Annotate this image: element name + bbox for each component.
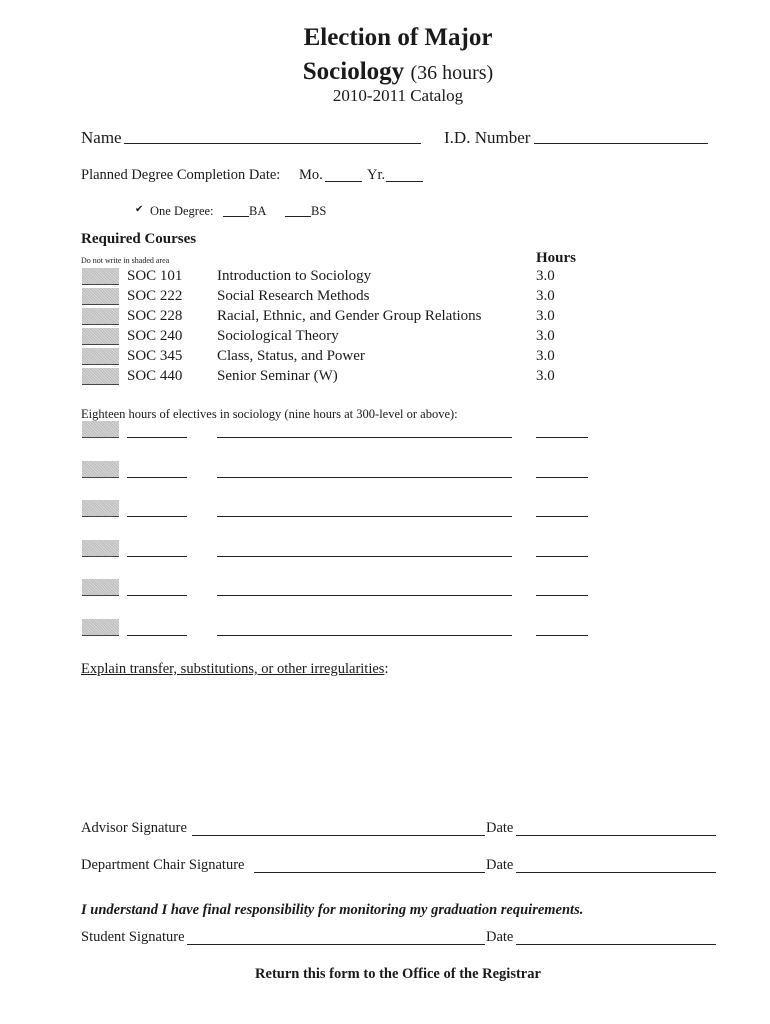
elective-course-field[interactable] bbox=[127, 556, 187, 557]
shaded-area bbox=[82, 540, 119, 557]
advisor-date-label: Date bbox=[486, 820, 514, 836]
elective-title-field[interactable] bbox=[217, 437, 512, 438]
elective-course-field[interactable] bbox=[127, 437, 187, 438]
year-field[interactable] bbox=[386, 181, 423, 182]
course-title: Class, Status, and Power bbox=[217, 348, 365, 364]
course-code: SOC 240 bbox=[127, 328, 183, 344]
shaded-area bbox=[82, 500, 119, 517]
course-title: Introduction to Sociology bbox=[217, 268, 372, 284]
shaded-area bbox=[82, 579, 119, 596]
electives-label: Eighteen hours of electives in sociology (nine hours at 300-level or above): bbox=[81, 407, 458, 421]
course-code: SOC 440 bbox=[127, 368, 183, 384]
responsibility-statement: I understand I have final responsibility for monitoring my graduation requirements. bbox=[81, 902, 584, 918]
major-title bbox=[0, 58, 770, 86]
shaded-area bbox=[82, 461, 119, 478]
shaded-area bbox=[82, 368, 119, 385]
course-code: SOC 345 bbox=[127, 348, 183, 364]
year-label: Yr. bbox=[367, 167, 386, 183]
course-title: Sociological Theory bbox=[217, 328, 339, 344]
completion-date-label: Planned Degree Completion Date: bbox=[81, 167, 281, 183]
return-instructions: Return this form to the Office of the Registrar bbox=[255, 966, 541, 982]
elective-hours-field[interactable] bbox=[536, 595, 588, 596]
course-title: Senior Seminar (W) bbox=[217, 368, 338, 384]
month-label: Mo. bbox=[299, 167, 323, 183]
shaded-area bbox=[82, 268, 119, 285]
month-field[interactable] bbox=[325, 181, 362, 182]
course-title: Racial, Ethnic, and Gender Group Relations bbox=[217, 308, 482, 324]
course-hours: 3.0 bbox=[536, 268, 555, 284]
elective-title-field[interactable] bbox=[217, 635, 512, 636]
shaded-area bbox=[82, 288, 119, 305]
name-label: Name bbox=[81, 128, 122, 147]
irregularities-area[interactable] bbox=[81, 690, 721, 810]
chair-signature-label: Department Chair Signature bbox=[81, 857, 245, 873]
student-signature-label: Student Signature bbox=[81, 929, 185, 945]
advisor-signature-label: Advisor Signature bbox=[81, 820, 187, 836]
irregularities-text: Explain transfer, substitutions, or other irregularities bbox=[81, 661, 385, 677]
elective-course-field[interactable] bbox=[127, 595, 187, 596]
shaded-area bbox=[82, 348, 119, 365]
ba-label: BA bbox=[249, 204, 267, 218]
advisor-signature-field[interactable] bbox=[192, 835, 485, 836]
shaded-area bbox=[82, 421, 119, 438]
student-signature-field[interactable] bbox=[187, 944, 485, 945]
elective-title-field[interactable] bbox=[217, 516, 512, 517]
elective-hours-field[interactable] bbox=[536, 477, 588, 478]
elective-hours-field[interactable] bbox=[536, 556, 588, 557]
elective-course-field[interactable] bbox=[127, 516, 187, 517]
id-number-label: I.D. Number bbox=[444, 128, 531, 147]
course-hours: 3.0 bbox=[536, 348, 555, 364]
major-hours: (36 hours) bbox=[410, 62, 494, 84]
form-title: Election of Major bbox=[303, 24, 493, 51]
irregularities-label bbox=[81, 661, 388, 678]
course-hours: 3.0 bbox=[536, 308, 555, 324]
elective-title-field[interactable] bbox=[217, 556, 512, 557]
ba-field[interactable] bbox=[223, 216, 249, 217]
course-hours: 3.0 bbox=[536, 328, 555, 344]
catalog-year: 2010-2011 Catalog bbox=[332, 86, 464, 105]
elective-title-field[interactable] bbox=[217, 477, 512, 478]
student-date-label: Date bbox=[486, 929, 514, 945]
required-courses-heading: Required Courses bbox=[81, 231, 197, 247]
elective-title-field[interactable] bbox=[217, 595, 512, 596]
irregularities-colon: : bbox=[384, 661, 389, 677]
id-number-field[interactable] bbox=[534, 143, 708, 144]
shaded-area bbox=[82, 308, 119, 325]
course-code: SOC 222 bbox=[127, 288, 183, 304]
shaded-area bbox=[82, 619, 119, 636]
elective-hours-field[interactable] bbox=[536, 635, 588, 636]
bs-field[interactable] bbox=[285, 216, 311, 217]
shaded-area bbox=[82, 328, 119, 345]
hours-header: Hours bbox=[536, 250, 577, 266]
elective-course-field[interactable] bbox=[127, 635, 187, 636]
chair-date-field[interactable] bbox=[516, 872, 716, 873]
course-code: SOC 101 bbox=[127, 268, 183, 284]
advisor-date-field[interactable] bbox=[516, 835, 716, 836]
major-name: Sociology bbox=[302, 58, 405, 85]
course-hours: 3.0 bbox=[536, 288, 555, 304]
elective-hours-field[interactable] bbox=[536, 437, 588, 438]
course-hours: 3.0 bbox=[536, 368, 555, 384]
chair-signature-field[interactable] bbox=[254, 872, 485, 873]
bs-label: BS bbox=[311, 204, 327, 218]
checkmark-icon: ✔ bbox=[135, 204, 144, 215]
course-code: SOC 228 bbox=[127, 308, 183, 324]
elective-hours-field[interactable] bbox=[536, 516, 588, 517]
name-field[interactable] bbox=[124, 143, 421, 144]
one-degree-label: One Degree: bbox=[150, 204, 214, 218]
elective-course-field[interactable] bbox=[127, 477, 187, 478]
chair-date-label: Date bbox=[486, 857, 514, 873]
course-title: Social Research Methods bbox=[217, 288, 370, 304]
student-date-field[interactable] bbox=[516, 944, 716, 945]
shaded-area-note: Do not write in shaded area bbox=[81, 256, 170, 265]
